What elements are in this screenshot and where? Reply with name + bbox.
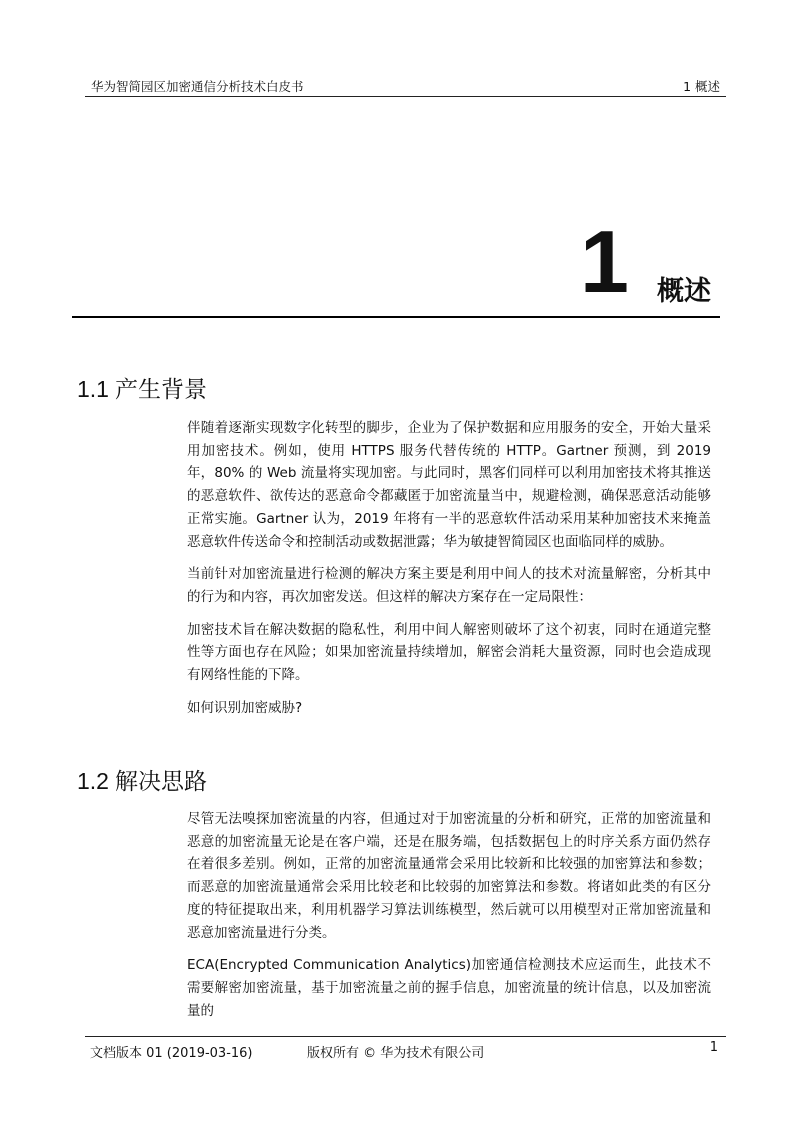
paragraph: 尽管无法嗅探加密流量的内容，但通过对于加密流量的分析和研究，正常的加密流量和恶意的加密流量无论是在客户端，还是在服务端，包括数据包上的时序关系方面仍然存在着很多差别。例如，正常的加密流量通常会采用比较新和比较强的加密算法和参数；而恶意的加密流量通常会采用比较老和比较弱的加密算法和参数。将诸如此类的有区分度的特征提取出来，利用机器学习算法训练模型，然后就可以用模型对正常加密流量和恶意加密流量进行分类。 bbox=[187, 811, 711, 941]
paragraph: 伴随着逐渐实现数字化转型的脚步，企业为了保护数据和应用服务的安全，开始大量采用加密技术。例如，使用 HTTPS 服务代替传统的 HTTP。Gartner 预测，到 2019 年，80% 的 Web 流量将实现加密。与此同时，黑客们同样可以利用加密技术将其推送的恶意软件、欲传达的恶意命令都藏匿于加密流量当中，规避检测，确保恶意活动能够正常实施。Gartner 认为，2019 年将有一半的恶意软件活动采用某种加密技术来掩盖恶意软件传送命令和控制活动或数据泄露；华为敏捷智简园区也面临同样的威胁。 bbox=[187, 420, 711, 550]
chapter-number: 1 bbox=[580, 212, 629, 311]
section-heading-1-1 bbox=[77, 378, 207, 401]
paragraph: 如何识别加密威胁? bbox=[187, 699, 303, 716]
paragraph: 加密技术旨在解决数据的隐私性，利用中间人解密则破坏了这个初衷，同时在通道完整性等方面也存在风险；如果加密流量持续增加，解密会消耗大量资源，同时也会造成现有网络性能的下降。 bbox=[187, 621, 711, 684]
paragraph: ECA(Encrypted Communication Analytics)加密通信检测技术应运而生，此技术不需要解密加密流量，基于加密流量之前的握手信息，加密流量的统计信息，以及加密流量的 bbox=[187, 957, 711, 1019]
page-header bbox=[85, 74, 726, 97]
paragraph: 当前针对加密流量进行检测的解决方案主要是利用中间人的技术对流量解密，分析其中的行为和内容，再次加密发送。但这样的解决方案存在一定局限性： bbox=[187, 566, 711, 605]
section-heading-1-2 bbox=[77, 770, 207, 793]
header-doc-title: 华为智简园区加密通信分析技术白皮书 bbox=[91, 79, 304, 94]
section-body-1-1 bbox=[187, 417, 711, 729]
footer-version: 文档版本 01 (2019-03-16) bbox=[90, 1046, 253, 1061]
section-number: 1.1 bbox=[77, 376, 109, 402]
chapter-divider bbox=[72, 316, 720, 318]
section-title: 产生背景 bbox=[114, 376, 207, 402]
section-body-1-2 bbox=[187, 808, 711, 1032]
page-footer bbox=[85, 1036, 726, 1061]
chapter-title: 概述 bbox=[657, 276, 711, 307]
header-chapter-ref: 1 概述 bbox=[683, 79, 720, 94]
section-number: 1.2 bbox=[77, 768, 109, 794]
section-title: 解决思路 bbox=[114, 768, 207, 794]
footer-page-number: 1 bbox=[709, 1040, 718, 1055]
footer-copyright: 版权所有 © 华为技术有限公司 bbox=[307, 1046, 485, 1061]
